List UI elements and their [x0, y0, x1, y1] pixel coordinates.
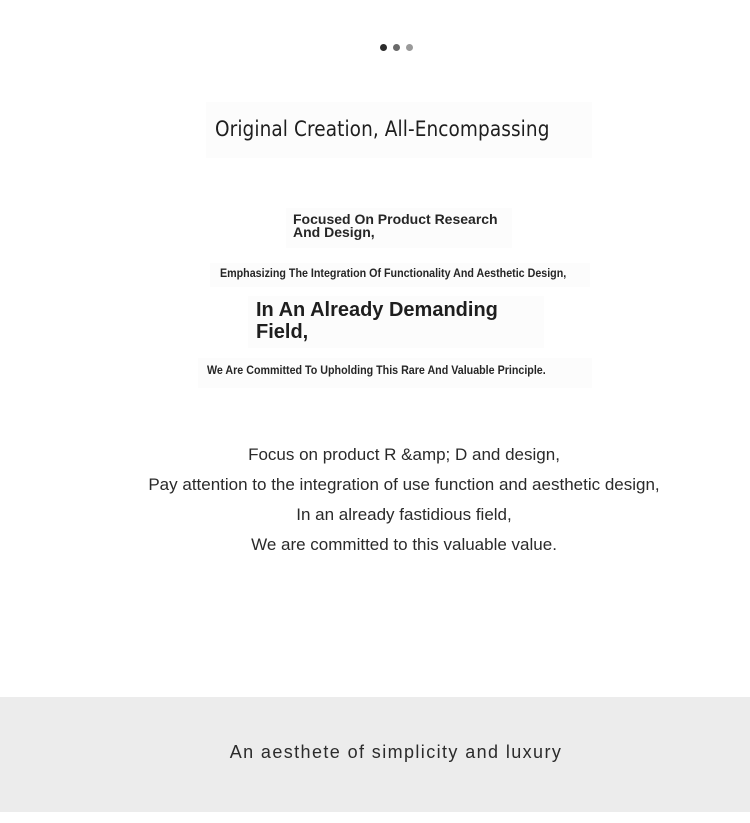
carousel-dot-2[interactable]	[393, 44, 400, 51]
footer-banner	[0, 697, 750, 812]
highlight-line-3: In An Already Demanding Field,	[256, 299, 498, 343]
footer-tagline: An aesthete of simplicity and luxury	[229, 742, 563, 762]
body-line-3: In an already fastidious field,	[296, 505, 512, 524]
body-paragraph	[0, 440, 750, 560]
highlight-line-1: Focused On Product Research And Design,	[293, 211, 498, 240]
page-title: Original Creation, All-Encompassing	[215, 117, 550, 141]
highlight-line-2: Emphasizing The Integration Of Functionality And Aesthetic Design,	[220, 268, 567, 280]
carousel-dot-1[interactable]	[380, 44, 387, 51]
highlight-line-4: We Are Committed To Upholding This Rare And Valuable Principle.	[207, 365, 546, 377]
body-line-4: We are committed to this valuable value.	[251, 535, 557, 554]
carousel-dots	[380, 44, 413, 51]
body-line-1: Focus on product R &amp; D and design,	[248, 445, 560, 464]
carousel-dot-3[interactable]	[406, 44, 413, 51]
body-line-2: Pay attention to the integration of use function and aesthetic design,	[148, 475, 660, 494]
